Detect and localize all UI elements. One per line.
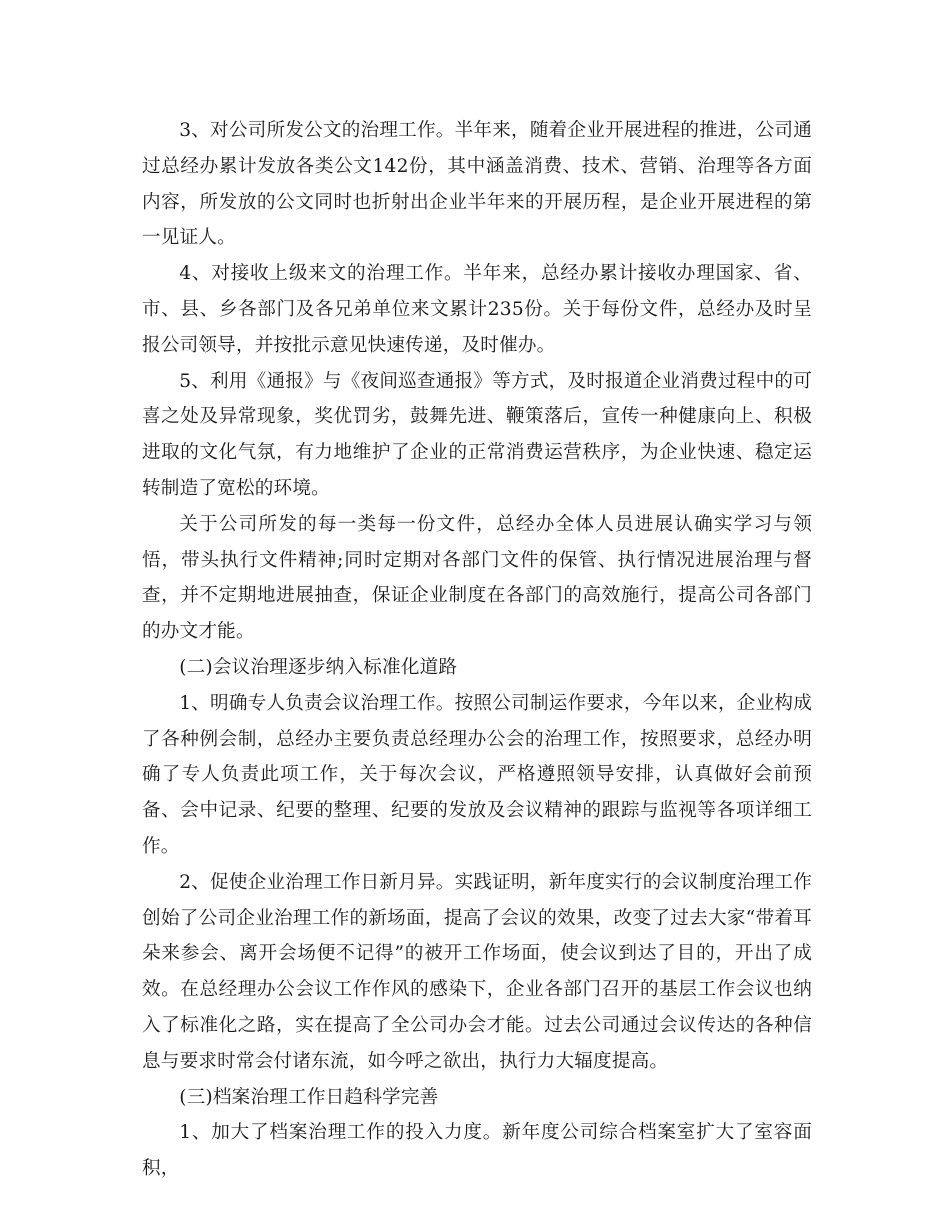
paragraph-document-study: 关于公司所发的每一类每一份文件，总经办全体人员进展认确实学习与领悟，带头执行文件精神;同时定期对各部门文件的保管、执行情况进展治理与督查，并不定期地进展抽查，保证企业制度在各部门的高效施行，提高公司各部门的办文才能。 <box>142 513 812 643</box>
paragraph-management-progress: 2、促使企业治理工作日新月异。实践证明，新年度实行的会议制度治理工作创始了公司企业治理工作的新场面，提高了会议的效果，改变了过去大家“带着耳朵来参会、离开会场便不记得”的被开工作场面，使会议到达了目的，开出了成效。在总经理办公会议工作作风的感染下，企业各部门召开的基层工作会议也纳入了标准化之路，实在提高了全公司办会才能。过去公司通过会议传达的各种信息与要求时常会付诸东流，如今呼之欲出，执行力大辐度提高。 <box>142 871 812 1072</box>
section-heading-meetings: (二)会议治理逐步纳入标准化道路 <box>179 656 458 678</box>
section-heading-archives: (三)档案治理工作日趋科学完善 <box>179 1086 439 1108</box>
paragraph-meeting-responsibility: 1、明确专人负责会议治理工作。按照公司制运作要求，今年以来，企业构成了各种例会制，总经办主要负责总经理办公会的治理工作，按照要求，总经办明确了专人负责此项工作，关于每次会议，严格遵照领导安排，认真做好会前预备、会中记录、纪要的整理、纪要的发放及会议精神的跟踪与监视等各项详细工作。 <box>142 692 812 857</box>
paragraph-bulletins: 5、利用《通报》与《夜间巡查通报》等方式，及时报道企业消费过程中的可喜之处及异常现象，奖优罚劣，鼓舞先进、鞭策落后，宣传一种健康向上、积极进取的文化气氛，有力地维护了企业的正常消费运营秩序，为企业快速、稳定运转制造了宽松的环境。 <box>142 370 812 499</box>
paragraph-received-documents: 4、对接收上级来文的治理工作。半年来，总经办累计接收办理国家、省、市、县、乡各部门及各兄弟单位来文累计235份。关于每份文件，总经办及时呈报公司领导，并按批示意见快速传递，及时催办。 <box>142 263 812 356</box>
paragraph-archive-investment: 1、加大了档案治理工作的投入力度。新年度公司综合档案室扩大了室容面积， <box>142 1122 812 1180</box>
paragraph-official-documents-issued: 3、对公司所发公文的治理工作。半年来，随着企业开展进程的推进，公司通过总经办累计发放各类公文142份，其中涵盖消费、技术、营销、治理等各方面内容，所发放的公文同时也折射出企业半年来的开展历程，是企业开展进程的第一见证人。 <box>142 120 812 249</box>
document-body <box>142 113 812 1187</box>
